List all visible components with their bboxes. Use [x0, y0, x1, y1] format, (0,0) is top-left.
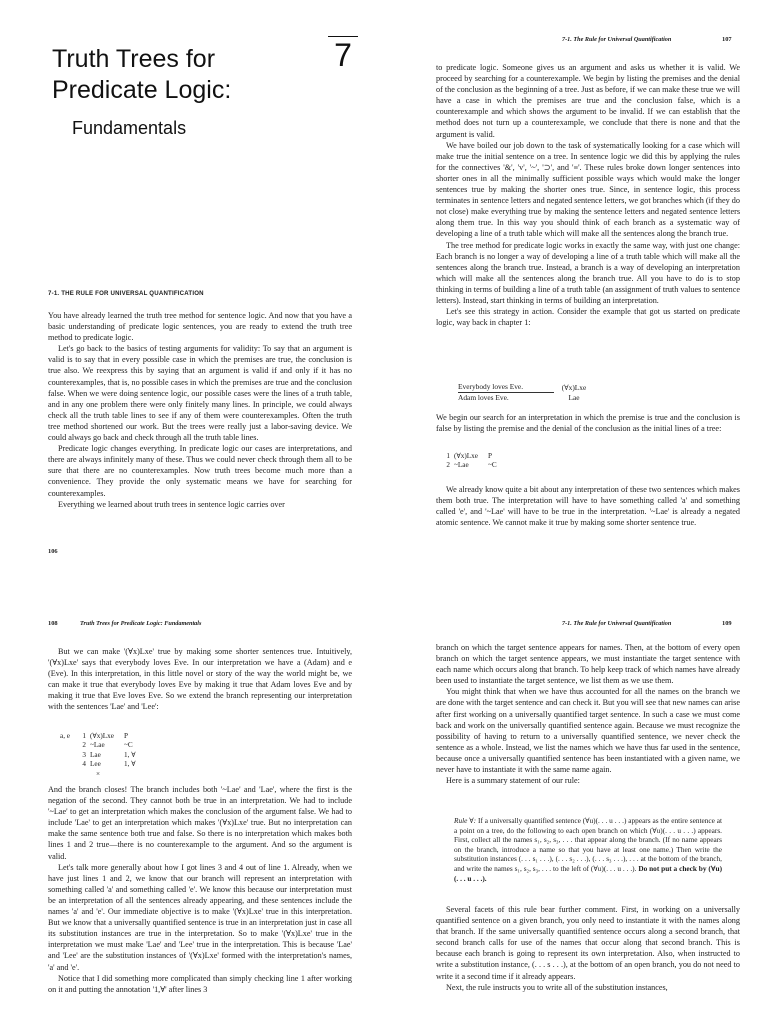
- paragraph: Let's talk more generally about how I got lines 3 and 4 out of line 1. Already, when we have just lines 1 and 2, we know that our branch will represent an interpretation with something called 'a' and something called 'e'. We know this because our interpretation must be an interpretation of all the sentences already appearing, and these sentences include the names 'a' and 'e'. Our immediate objective is to make '(∀x)Lxe' true in this interpretation. But we know that a universally quantified sentence is true in an interpretation just in case all its substitution instances are true in the interpretation. So to make '(∀x)Lxe' true in the interpretation we must make 'Lae' and 'Lee' true in the interpretation. This is because 'Lae' and 'Lee' are the substitution instances of '(∀x)Lxe' formed with the interpretation's names, 'a' and 'e'.: [48, 862, 352, 972]
- argument-premise: Everybody loves Eve.: [458, 382, 554, 393]
- tree-line: 4 Lee 1, ∀: [82, 760, 136, 769]
- body-text: [436, 484, 740, 528]
- paragraph: The tree method for predicate logic works in exactly the same way, with just one change: Each branch is no longer a way of developing a line of a truth table which will make all the sentences along the branch true. Instead, a branch is a way of developing an interpretation which will make all the sentences along the branch true. All you have to do is to stop thinking in terms of building a line of a truth table (an assignment of truth values to sentence letters). Instead, start thinking in terms of building an interpretation.: [436, 240, 740, 305]
- page-gap: [0, 580, 768, 608]
- argument-display: [458, 382, 594, 403]
- truth-tree: [60, 732, 148, 779]
- rule-text-end: Do not put a check by (∀u)(. . . u . . .).: [454, 863, 722, 883]
- paragraph: You might think that when we have thus accounted for all the names on the branch we are done with the target sentence and can check it. But you will see that new names can arise after first working on a universally quantified target sentence. In such a case we must come back and work on the universally quantified sentence again. Because we must recognize the possibility of having to return to a universally quantified sentence, we never check the sentence as a whole. Instead, we list the names which we have thus far used in the sentence, because once a universally quantified sentence has been instantiated with a given name, we never have to instantiate it with the same name again.: [436, 687, 740, 775]
- paragraph: Notice that I did something more complicated than simply checking line 1 after working on it and putting the annotation '1,∀' after lines 3: [48, 973, 352, 994]
- paragraph: You have already learned the truth tree method for sentence logic. And now that you have a basic understanding of predicate logic sentences, you are ready to extend the truth tree method to predicate logic.: [48, 311, 352, 343]
- paragraph: Several facets of this rule bear further comment. First, in working on a universally quantified sentence on a given branch, you only need to instantiate it with the names along that branch. If the same universally quantified sentence occurs along a second branch, that second branch calls for use of the names that occur along that second branch. This is because each branch is going to represent its own interpretation. Also, when instructed to write a substitution instance, (. . . s . . .), at the bottom of an open branch, you do not need to write it a second time if it already appears.: [436, 905, 740, 981]
- paragraph: Here is a summary statement of our rule:: [446, 776, 580, 786]
- paragraph: Let's go back to the basics of testing arguments for validity: To say that an argument is valid is to say that in every possible case in which the premises are true, the conclusion is true also. We reexpress this by saying that an argument is valid if and only if it has no counterexamples, that is, no possible cases in which the premises are true and the conclusion false. When we were doing sentence logic, our possible cases were the lines of a truth table, and in any one problem there were only finitely many lines. In principle, we could always check all the truth table lines to see if any of them were counterexamples. Often the truth tree method shortened our work. But the trees were really just a labor-saving device. We could always go back and check through all the truth table lines.: [48, 344, 352, 443]
- tree-line: 2 ~Lae ~C: [82, 741, 133, 750]
- chapter-subtitle: Fundamentals: [72, 118, 187, 138]
- paragraph: Predicate logic changes everything. In predicate logic our cases are interpretations, and there are always infinitely many of these. Thus we could never check through them all to be sure that there are no counterexamples. Now truth trees become much more than a convenience. They provide the only systematic means we have for searching for counterexamples.: [48, 444, 352, 498]
- body-text: [436, 642, 740, 786]
- tree-line: [60, 770, 148, 779]
- page-108: [0, 608, 384, 1024]
- running-head: 7-1. The Rule for Universal Quantification: [562, 620, 672, 627]
- rule-name: Rule ∀:: [454, 816, 477, 825]
- paragraph: Everything we learned about truth trees in sentence logic carries over: [58, 499, 285, 509]
- page-number: 106: [48, 548, 58, 555]
- paragraph: Next, the rule instructs you to write all of the substitution instances,: [446, 982, 668, 992]
- argument-premise-symbol: (∀x)Lxe: [561, 383, 587, 392]
- running-head: Truth Trees for Predicate Logic: Fundamentals: [80, 620, 202, 627]
- paragraph: We have boiled our job down to the task of systematically looking for a case which will make true the initial sentence on a tree. In sentence logic we did this by applying the rules for the connectives '&', 'v', '~', '⊃', and '≡'. These rules broke down longer sentences into shorter ones in all the minimally sufficient possible ways which would make the longer sentences true by making the shorter ones true. Since, in sentence logic, this process terminates in sentence letters and negated sentence letters, we got branches which (if they do not close) make everything true by making the sentence letters and negated sentence letters along them true. In this way you should think of each branch as a systematic way of developing a line of a truth table which will make all the sentences along the branch true.: [436, 140, 740, 239]
- running-head: 7-1. The Rule for Universal Quantification: [562, 36, 672, 43]
- tree-line: a, e 1 (∀x)Lxe P: [60, 732, 128, 740]
- branch-closed-mark: ×: [96, 769, 101, 778]
- rule-statement: [454, 816, 722, 883]
- argument-conclusion: Adam loves Eve.: [458, 393, 509, 402]
- paragraph: We begin our search for an interpretation in which the premise is true and the conclusion is false by listing the premise and the denial of the conclusion as the initial lines of a tree:: [436, 413, 740, 434]
- body-text: [48, 310, 352, 510]
- body-text: [436, 904, 740, 993]
- page-106: [0, 0, 384, 580]
- chapter-title: Truth Trees for: [52, 45, 216, 73]
- paragraph: Let's see this strategy in action. Consider the example that got us started on predicate logic, way back in chapter 1:: [436, 307, 740, 328]
- body-text: [436, 412, 740, 434]
- chapter-number: 7: [334, 37, 352, 73]
- paragraph: And the branch closes! The branch includes both '~Lae' and 'Lae', where the first is the negation of the second. They cannot both be true in an interpretation. We had to include '~Lae' to get an interpretation which makes the conclusion of the argument false. We had to include 'Lae' to get an interpretation which makes '(∀x)Lxe' true. But no interpretation can make the same sentence both true and false. So there is no interpretation which makes both lines 1 and 2 true—there is no counterexample to the argument. And so the argument is valid.: [48, 785, 352, 861]
- tree-names-used: a, e: [60, 732, 70, 740]
- body-text: [436, 62, 740, 328]
- page-107: [384, 0, 768, 580]
- section-heading: 7-1. THE RULE FOR UNIVERSAL QUANTIFICATION: [48, 290, 204, 297]
- page-number: 108: [48, 620, 58, 627]
- body-text: [48, 784, 352, 995]
- page-number: 109: [722, 620, 732, 627]
- paragraph: We already know quite a bit about any interpretation of these two sentences which makes them both true. The interpretation will have to have something called 'a' and something called 'e', and '~Lae' will have to be true in the interpretation. '~Lae' is already a negated atomic sentence. We cannot make it true by making some shorter sentence true.: [436, 485, 740, 528]
- paragraph: branch on which the target sentence appears for names. Then, at the bottom of every open branch on which the target sentence appears, we must instantiate the target sentence with each name which occurs along that branch. To help keep track of which names have already been used to instantiate the target sentence, we list them as we use them.: [436, 643, 740, 686]
- page-number: 107: [722, 36, 732, 43]
- tree-line: 3 Lae 1, ∀: [82, 750, 136, 759]
- tree-line: 2 ~Lae ~C: [446, 461, 497, 470]
- tree-line: 1 (∀x)Lxe P: [446, 452, 492, 460]
- argument-conclusion-symbol: Lae: [568, 393, 580, 402]
- page-109: [384, 608, 768, 1024]
- chapter-title-line2: Predicate Logic:: [52, 76, 232, 104]
- truth-tree: [444, 452, 512, 471]
- body-text: [48, 646, 352, 713]
- paragraph: But we can make '(∀x)Lxe' true by making some shorter sentences true. Intuitively, '(∀x)Lxe' says that everybody loves Eve. In our interpretation we have a (Adam) and e (Eve). In this interpretation, in this little novel or story of the way the world might be, we can make it true that everybody loves Eve by making it true that Adam loves Eve and by making it true that Eve loves Eve. So we extend the branch representing our interpretation with the sentences 'Lae' and 'Lee':: [48, 647, 352, 712]
- paragraph: to predicate logic. Someone gives us an argument and asks us whether it is valid. We proceed by searching for a counterexample. We begin by listing the premises and the denial of the conclusion as the beginning of a tree. Just as before, if we can make these true we will have a case in which the premises are true and the conclusion false, which is a counterexample and which shows the argument to be invalid. If we can establish that the method does not turn up a counterexample, we conclude that there is none and that the argument is valid.: [436, 63, 740, 139]
- rule-text: If a universally quantified sentence (∀u)(. . . u . . .) appears as the entire sentence at a point on a tree, do the following to each open branch on which (∀u)(. . . u . . .) appears. First, collect all the names s₁, s₂, s₃, . . . that appear along the branch. (If no name appears on the branch, introduce a name so that you have at least one name.) Then write the substitution instances (. . . s₁ . . .), (. . . s₂ . . .), (. . . s₃ . . .), . . . at the bottom of the branch, and write the names s₁, s₂, s₃, . . . to the left of (∀u)(. . . u . . .).: [454, 816, 723, 873]
